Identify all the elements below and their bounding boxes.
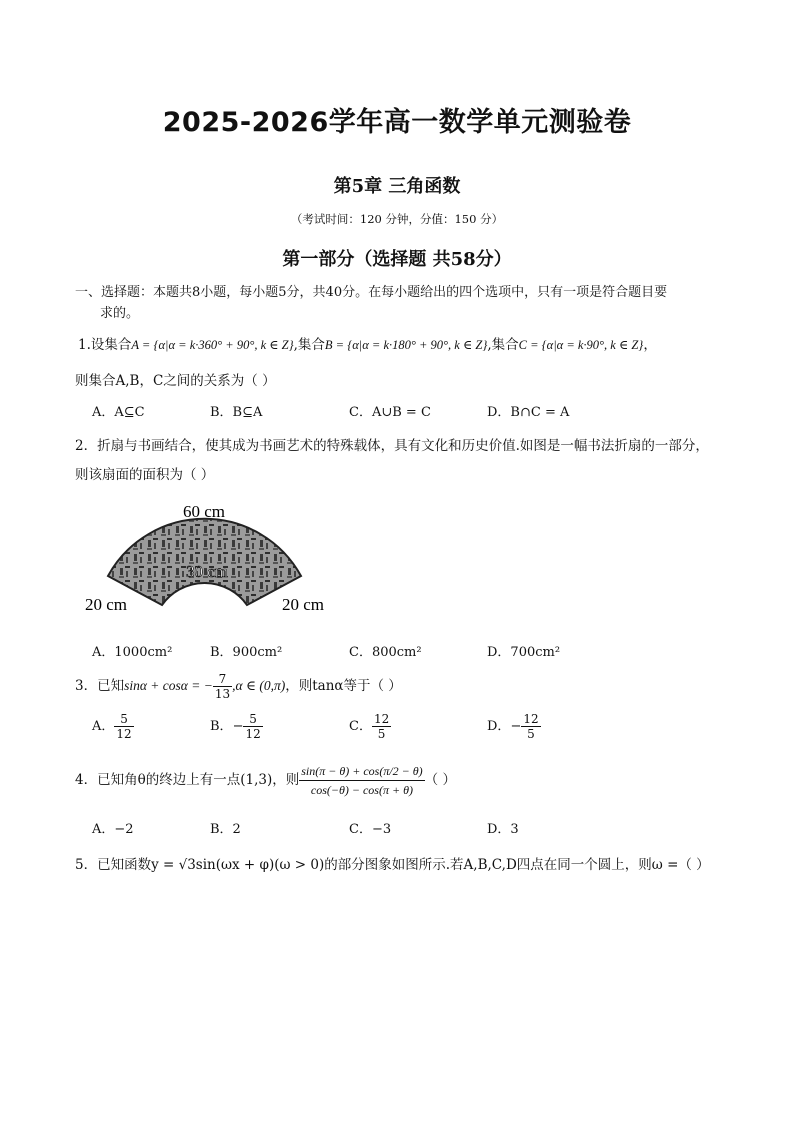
q4-option-c[interactable]: C．−3 (349, 822, 392, 837)
q3-option-b-num: 5 (243, 712, 262, 727)
q3-fraction (213, 672, 232, 701)
q1-end: ， (643, 337, 657, 353)
q1-option-b[interactable]: B．B⊆A (210, 405, 263, 420)
question-3 (75, 666, 402, 706)
q2-option-a[interactable]: A．1000cm² (92, 645, 173, 660)
q3-option-b-den: 12 (245, 727, 261, 741)
q3-suffix: ，则tanα等于（ ） (285, 678, 402, 694)
question-2-line2: 则该扇面的面积为（ ） (75, 467, 215, 483)
section-instructions (75, 282, 735, 324)
q3-frac-num: 7 (213, 672, 232, 687)
q2-option-d[interactable]: D．700cm² (487, 645, 561, 660)
q4-option-d[interactable]: D．3 (487, 822, 519, 837)
exam-title: 2025-2026学年高一数学单元测验卷 (162, 107, 632, 138)
q3-option-c-den: 5 (377, 727, 386, 741)
fan-left-label: 20 cm (84, 595, 128, 614)
q3-option-c[interactable] (349, 708, 391, 746)
fan-figure (76, 495, 346, 620)
q1-set-b: B = {α|α = k·180° + 90°, k ∈ Z} (324, 338, 488, 352)
q1-mid1: ,集合 (293, 337, 325, 353)
q3-option-a-label: A． (92, 719, 115, 734)
q3-option-c-num: 12 (373, 712, 390, 726)
q3-option-b-sign: − (232, 719, 244, 734)
fan-right-label: 20 cm (281, 595, 325, 614)
q3-prefix: 3．已知 (75, 678, 125, 694)
q2-option-c[interactable]: C．800cm² (349, 645, 422, 660)
q4-option-b[interactable]: B．2 (210, 822, 241, 837)
q1-option-c[interactable]: C．A∪B = C (349, 405, 431, 420)
part-heading: 第一部分（选择题 共58分） (282, 249, 512, 270)
q3-option-a[interactable] (92, 708, 134, 746)
q4-fraction (299, 762, 424, 799)
q3-option-b-label: B． (210, 719, 233, 734)
q3-option-c-label: C． (349, 719, 372, 734)
instructions-line1: 一、选择题：本题共8小题，每小题5分，共40分。在每小题给出的四个选项中，只有一项是符合题目要 (75, 285, 668, 300)
q1-option-a[interactable]: A．A⊆C (92, 405, 145, 420)
question-1-line2: 则集合A,B，C之间的关系为（ ） (75, 373, 276, 389)
question-1-line1 (78, 333, 657, 353)
q3-option-d[interactable] (487, 708, 541, 746)
fan-illustration (76, 495, 346, 620)
q3-option-a-num: 5 (114, 712, 133, 727)
q1-option-d[interactable]: D．B∩C = A (487, 405, 570, 420)
q1-set-c: C = {α|α = k·90°, k ∈ Z} (518, 338, 644, 352)
question-5: 5．已知函数y = √3sin(ωx + φ)(ω > 0)的部分图象如图所示.若A,B,C,D四点在同一个圆上，则ω =（ ） (75, 857, 710, 873)
q3-option-b[interactable] (210, 708, 263, 746)
q3-option-a-den: 12 (116, 727, 132, 741)
q4-option-a[interactable]: A．−2 (92, 822, 134, 837)
question-2-line1: 2．折扇与书画结合，使其成为书画艺术的特殊载体，具有文化和历史价值.如图是一幅书法折扇的一部分， (75, 438, 709, 454)
instructions-line2: 求的。 (100, 306, 140, 321)
q4-denominator: cos(−θ) − cos(π + θ) (310, 783, 413, 797)
q4-prefix: 4．已知角θ的终边上有一点(1,3)，则 (75, 772, 300, 788)
q3-option-d-den: 5 (527, 727, 535, 741)
question-4 (75, 757, 456, 803)
fan-top-label: 60 cm (182, 502, 226, 521)
q3-frac-den: 13 (214, 687, 231, 701)
q3-expr: sinα + cosα = − (124, 678, 213, 693)
q1-set-a: A = {α|α = k·360° + 90°, k ∈ Z} (131, 338, 294, 352)
q1-mid2: ,集合 (487, 337, 519, 353)
chapter-heading: 第5章 三角函数 (333, 176, 461, 197)
fan-inner-label: 30 cm (185, 562, 229, 581)
q4-numerator: sin(π − θ) + cos(π/2 − θ) (299, 762, 424, 781)
q3-option-d-num: 12 (523, 712, 539, 726)
q1-prefix: 1.设集合 (78, 337, 132, 353)
q2-option-b[interactable]: B．900cm² (210, 645, 283, 660)
q3-option-d-sign: − (510, 719, 522, 734)
q3-option-d-label: D． (487, 719, 511, 734)
q4-suffix: （ ） (424, 772, 456, 788)
q3-condition: ,α ∈ (0,π) (232, 678, 286, 693)
exam-info: （考试时间：120 分钟，分值：150 分） (290, 212, 504, 226)
